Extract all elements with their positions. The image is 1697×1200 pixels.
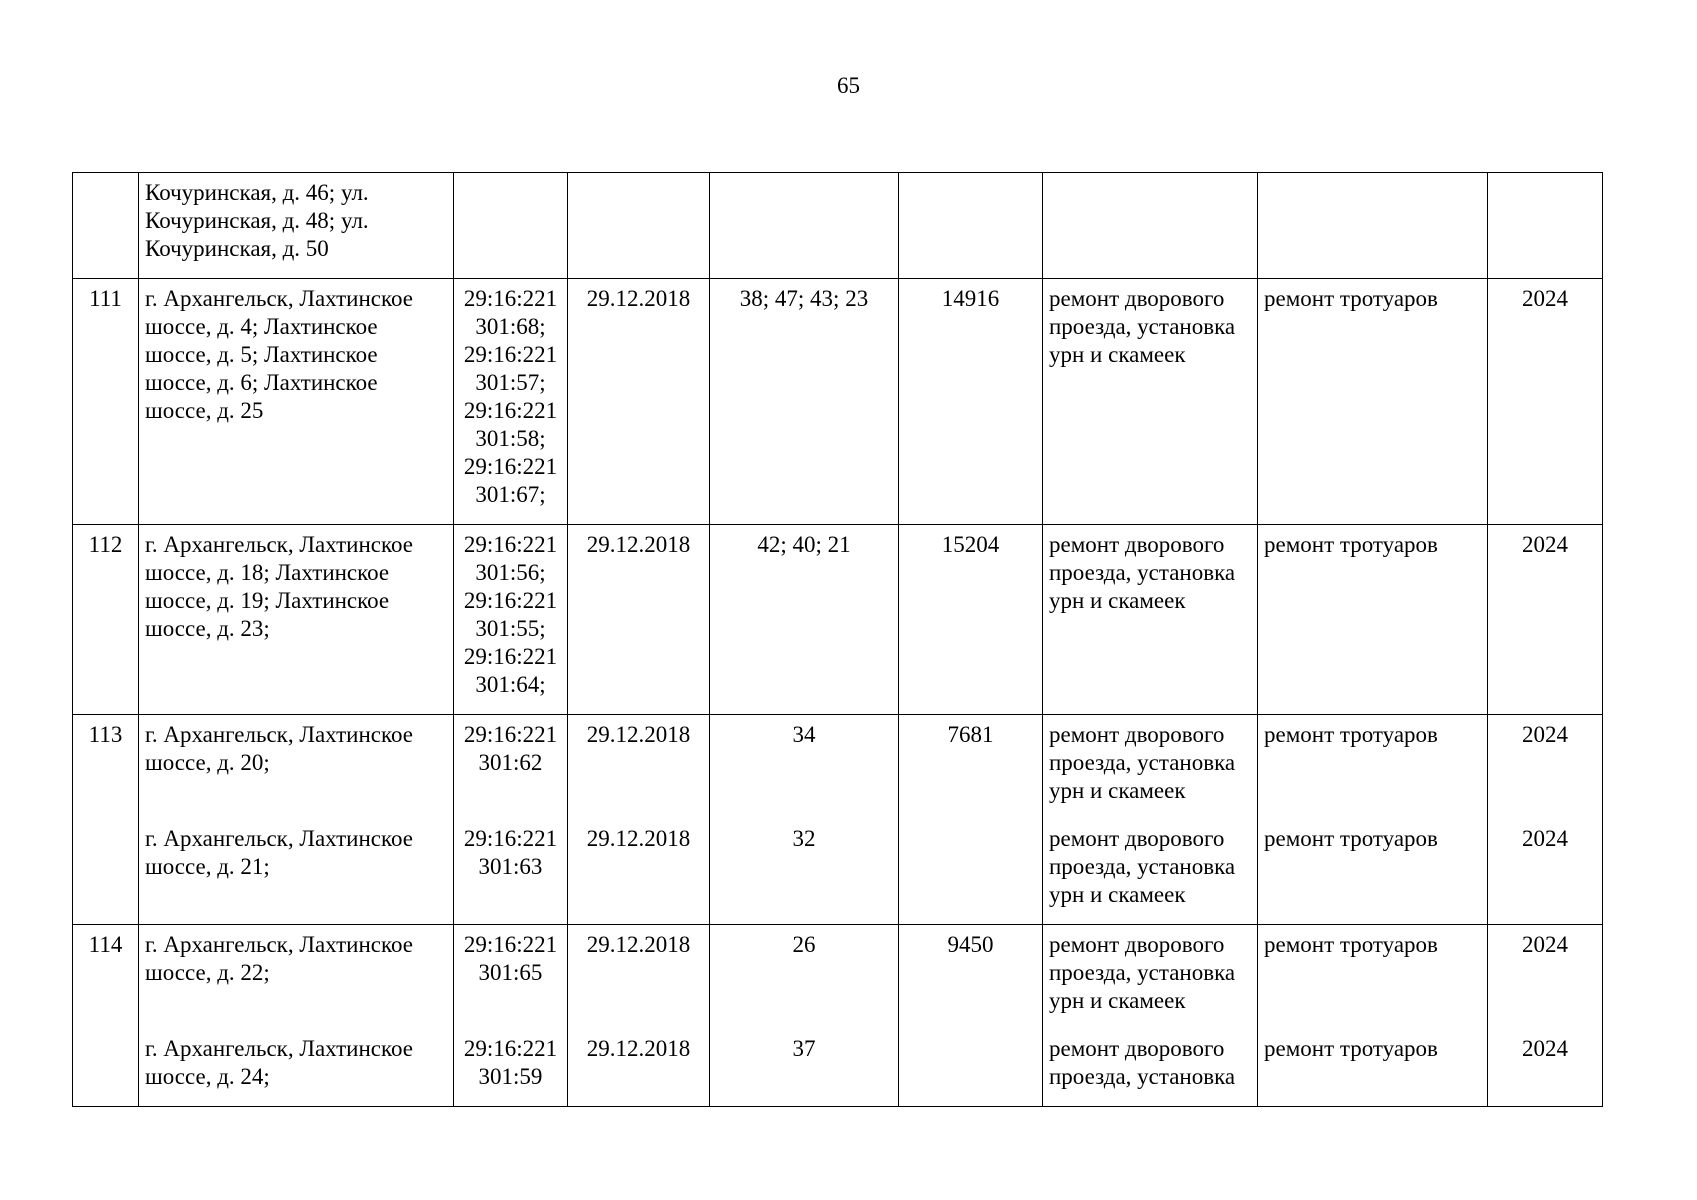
table-row bbox=[73, 173, 1603, 279]
table-row bbox=[73, 525, 1603, 715]
main-work-text: ремонт дворового проезда, установка урн и скамеек bbox=[1049, 532, 1236, 613]
address-text: г. Архангельск, Лахтинское шоссе, д. 22; bbox=[145, 932, 413, 985]
address-cell bbox=[139, 525, 454, 715]
extra-work-text: ремонт тротуаров bbox=[1264, 286, 1438, 311]
page-number: 65 bbox=[837, 73, 860, 98]
table-row bbox=[73, 279, 1603, 525]
row-number: 112 bbox=[73, 525, 139, 715]
extra-work-text: ремонт тротуаров bbox=[1264, 722, 1438, 747]
row-number: 114 bbox=[73, 925, 139, 1107]
area-cell bbox=[899, 173, 1043, 279]
apartments-cell bbox=[710, 173, 899, 279]
date-cell bbox=[568, 925, 710, 1107]
apartments-text: 42; 40; 21 bbox=[757, 532, 851, 557]
row-number bbox=[73, 173, 139, 279]
apartments-cell bbox=[710, 715, 899, 925]
apartments-text: 37 bbox=[792, 1036, 816, 1061]
row-number: 111 bbox=[73, 279, 139, 525]
cadastral-cell bbox=[454, 715, 568, 925]
area-cell: 7681 bbox=[899, 715, 1043, 925]
main-work-cell bbox=[1043, 173, 1258, 279]
year-cell bbox=[1488, 925, 1603, 1107]
cadastral-text: 29:16:221 301:68; 29:16:221 301:57; 29:16:221 301:58; 29:16:221 301:67; bbox=[463, 286, 558, 507]
extra-work-text: ремонт тротуаров bbox=[1264, 532, 1438, 557]
year-text: 2024 bbox=[1522, 286, 1568, 311]
table-row bbox=[73, 715, 1603, 925]
main-work-cell bbox=[1043, 925, 1258, 1107]
address-cell bbox=[139, 925, 454, 1107]
address-cell bbox=[139, 715, 454, 925]
apartments-cell bbox=[710, 525, 899, 715]
main-work-text: ремонт дворового проезда, установка урн и скамеек bbox=[1049, 826, 1236, 907]
year-cell bbox=[1488, 525, 1603, 715]
main-work-text: ремонт дворового проезда, установка урн и скамеек bbox=[1049, 932, 1236, 1013]
address-text: г. Архангельск, Лахтинское шоссе, д. 4; Лахтинское шоссе, д. 5; Лахтинское шоссе, д. 6; Лахтинское шоссе, д. 25 bbox=[145, 286, 413, 423]
cadastral-cell bbox=[454, 925, 568, 1107]
cadastral-cell bbox=[454, 525, 568, 715]
date-cell bbox=[568, 173, 710, 279]
row-number: 113 bbox=[73, 715, 139, 925]
main-work-text: ремонт дворового проезда, установка bbox=[1049, 1036, 1236, 1089]
extra-work-cell bbox=[1258, 173, 1488, 279]
cadastral-text: 29:16:221 301:65 bbox=[463, 932, 558, 985]
extra-work-text: ремонт тротуаров bbox=[1264, 826, 1438, 851]
address-text: Кочуринская, д. 46; ул. Кочуринская, д. 48; ул. Кочуринская, д. 50 bbox=[145, 180, 369, 261]
apartments-cell bbox=[710, 925, 899, 1107]
extra-work-cell bbox=[1258, 925, 1488, 1107]
date-text: 29.12.2018 bbox=[586, 1036, 691, 1061]
year-cell bbox=[1488, 715, 1603, 925]
date-cell bbox=[568, 279, 710, 525]
date-cell bbox=[568, 715, 710, 925]
year-cell bbox=[1488, 279, 1603, 525]
address-cell bbox=[139, 173, 454, 279]
date-text: 29.12.2018 bbox=[586, 932, 691, 957]
area-cell: 14916 bbox=[899, 279, 1043, 525]
address-text: г. Архангельск, Лахтинское шоссе, д. 21; bbox=[145, 826, 413, 879]
year-text: 2024 bbox=[1522, 826, 1568, 851]
date-text: 29.12.2018 bbox=[586, 826, 691, 851]
main-work-cell bbox=[1043, 279, 1258, 525]
date-cell bbox=[568, 525, 710, 715]
cadastral-text: 29:16:221 301:62 bbox=[463, 722, 558, 775]
date-text: 29.12.2018 bbox=[586, 722, 691, 747]
apartments-text: 34 bbox=[792, 722, 816, 747]
main-work-cell bbox=[1043, 715, 1258, 925]
main-work-cell bbox=[1043, 525, 1258, 715]
area-cell: 15204 bbox=[899, 525, 1043, 715]
address-cell bbox=[139, 279, 454, 525]
extra-work-cell bbox=[1258, 715, 1488, 925]
year-cell bbox=[1488, 173, 1603, 279]
main-work-text: ремонт дворового проезда, установка урн и скамеек bbox=[1049, 722, 1236, 803]
year-text: 2024 bbox=[1522, 722, 1568, 747]
table-row bbox=[73, 925, 1603, 1107]
address-text: г. Архангельск, Лахтинское шоссе, д. 24; bbox=[145, 1036, 413, 1089]
cadastral-cell bbox=[454, 173, 568, 279]
apartments-text: 26 bbox=[792, 932, 816, 957]
address-text: г. Архангельск, Лахтинское шоссе, д. 18; Лахтинское шоссе, д. 19; Лахтинское шоссе, д. 23; bbox=[145, 532, 413, 641]
main-work-text: ремонт дворового проезда, установка урн и скамеек bbox=[1049, 286, 1236, 367]
cadastral-text: 29:16:221 301:63 bbox=[463, 826, 558, 879]
date-text: 29.12.2018 bbox=[586, 532, 691, 557]
extra-work-cell bbox=[1258, 525, 1488, 715]
apartments-text: 32 bbox=[792, 826, 816, 851]
extra-work-text: ремонт тротуаров bbox=[1264, 932, 1438, 957]
address-text: г. Архангельск, Лахтинское шоссе, д. 20; bbox=[145, 722, 413, 775]
cadastral-cell bbox=[454, 279, 568, 525]
improvement-table bbox=[72, 172, 1603, 1107]
apartments-text: 38; 47; 43; 23 bbox=[739, 286, 869, 311]
year-text: 2024 bbox=[1522, 532, 1568, 557]
date-text: 29.12.2018 bbox=[586, 286, 691, 311]
cadastral-text: 29:16:221 301:59 bbox=[463, 1036, 558, 1089]
cadastral-text: 29:16:221 301:56; 29:16:221 301:55; 29:16:221 301:64; bbox=[463, 532, 558, 697]
area-cell: 9450 bbox=[899, 925, 1043, 1107]
year-text: 2024 bbox=[1522, 1036, 1568, 1061]
year-text: 2024 bbox=[1522, 932, 1568, 957]
extra-work-cell bbox=[1258, 279, 1488, 525]
extra-work-text: ремонт тротуаров bbox=[1264, 1036, 1438, 1061]
apartments-cell bbox=[710, 279, 899, 525]
